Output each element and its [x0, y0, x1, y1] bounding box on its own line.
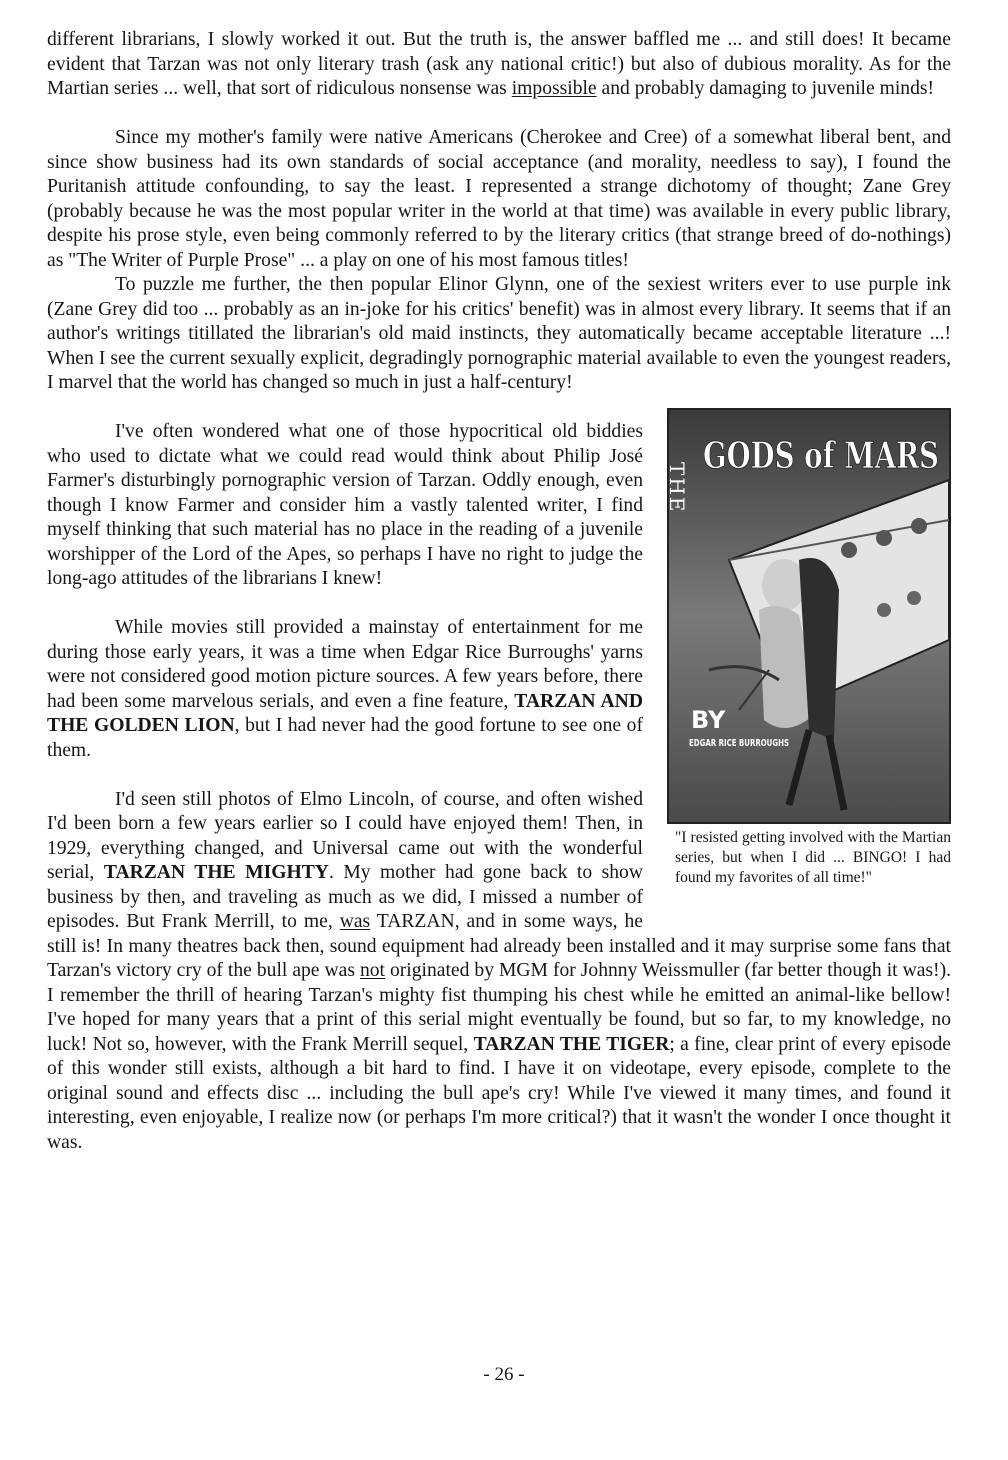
cover-title: GODS of MARS: [703, 434, 939, 477]
underlined-word: not: [359, 960, 385, 981]
cover-by: BY: [691, 705, 726, 734]
book-cover-image: [667, 408, 951, 824]
figure-caption: "I resisted getting involved with the Martian series, but when I did ... BINGO! I had found my favorites of all time!": [675, 828, 951, 886]
paragraph-3: To puzzle me further, the then popular Elinor Glynn, one of the sexiest writers ever to use purple ink (Zane Grey did too ... probably as an in-joke for his critics' benefit) was in almost every library. It seems that if an author's writings titillated the librarian's old maid instincts, they automatically became acceptable literature ...! When I see the current sexually explicit, degradingly pornographic material available to even the youngest readers, I marvel that the world has changed so much in just a half-century!: [47, 274, 951, 393]
book-cover-illustration: [665, 410, 949, 822]
film-title: TARZAN THE MIGHTY: [103, 862, 329, 883]
cover-title-the: THE: [665, 461, 689, 513]
film-title: TARZAN THE TIGER: [473, 1033, 670, 1055]
page-number: - 26 -: [483, 1364, 525, 1385]
paragraph-2: Since my mother's family were native Americans (Cherokee and Cree) of a somewhat liberal bent, and since show business had its own standards of social acceptance (and morality, needless to say), I found the Puritanish attitude confounding, to say the least. I represented a strange dichotomy of thought; Zane Grey (probably because he was the most popular writer in the world at that time) was available in every public library, despite his prose style, even being commonly referred to by the literary critics (that strange breed of do-nothings) as "The Writer of Purple Prose" ... a play on one of his most famous titles!: [47, 127, 951, 271]
paragraph-6: I'd seen still photos of Elmo Lincoln, of course, and often wished I'd been born a few years earlier so I could have enjoyed them! Then, in 1929, everything changed, and Universal came out with the wonderful serial, TARZAN THE MIGHTY. My mother had gone back to show business by then, and traveling as much as we did, I missed a number of episodes. But Frank Merrill, to me, was TARZAN, and in some ways, he still is! In many theatres back then, sound equipment had already been installed and it may surprise some fans that Tarzan's victory cry of the bull ape was not originated by MGM for Johnny Weissmuller (far better though it was!). I remember the thrill of hearing Tarzan's mighty fist thumping his chest while he emitted an animal-like bellow! I've hoped for many years that a print of this serial might eventually be found, but so far, to my knowledge, no luck! Not so, however, with the Frank Merrill sequel, TARZAN THE TIGER; a fine, clear print of every episode of this wonder still exists, although a bit hard to find. I have it on videotape, every episode, complete to the original sound and effects disc ... including the bull ape's cry! While I've viewed it many times, and found it interesting, even enjoyable, I realize now (or perhaps I'm more critical?) that it wasn't the wonder I once thought it was.: [47, 788, 951, 1153]
book-cover-figure: [659, 398, 951, 910]
underlined-word: impossible: [511, 78, 597, 99]
paragraph-5: While movies still provided a mainstay of entertainment for me during those early years, it was a time when Edgar Rice Burroughs' yarns were not considered good motion picture sources. A few years before, there had been some marvelous serials, and even a fine feature, TARZAN AND THE GOLDEN LION, but I had never had the good fortune to see one of them.: [47, 617, 643, 761]
cover-author: EDGAR RICE BURROUGHS: [689, 737, 789, 749]
film-title: TARZAN AND THE GOLDEN LION: [47, 690, 643, 736]
article-body: [47, 28, 951, 1155]
paragraph-4: I've often wondered what one of those hypocritical old biddies who used to dictate what we could read would think about Philip José Farmer's disturbingly pornographic version of Tarzan. Oddly enough, even though I know Farmer and consider him a vastly talented writer, I find myself thinking that such material has no place in the reading of a juvenile worshipper of the Lord of the Apes, so perhaps I have no right to judge the long-ago attitudes of the librarians I knew!: [47, 421, 643, 589]
paragraph-1: different librarians, I slowly worked it out. But the truth is, the answer baffled me ... and still does! It became evident that Tarzan was not only literary trash (ask any national critic!) but also of dubious morality. As for the Martian series ... well, that sort of ridiculous nonsense was impossible and probably damaging to juvenile minds!: [47, 29, 951, 99]
underlined-word: was: [339, 911, 371, 932]
